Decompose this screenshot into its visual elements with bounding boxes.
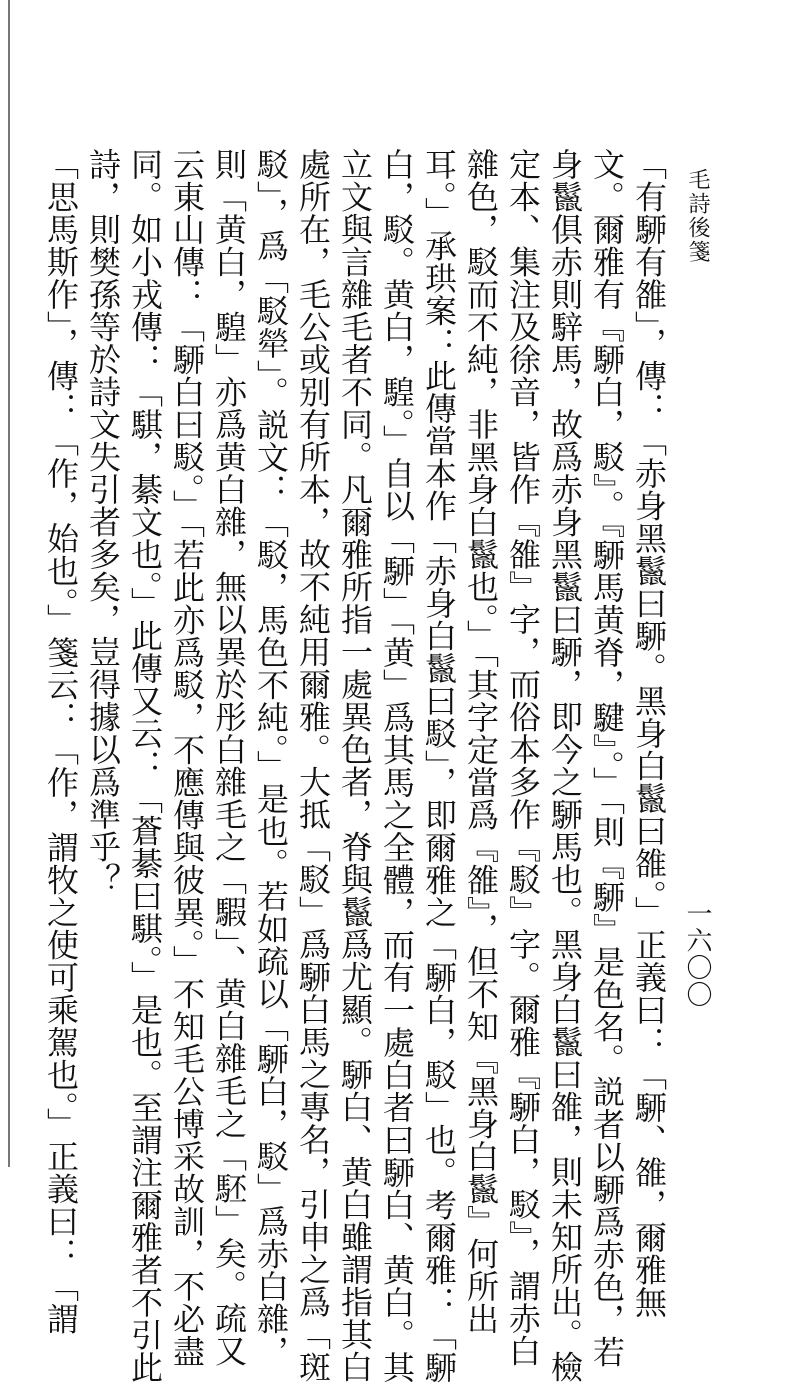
text-column: 「思馬斯作」，傳：「作，始也。」箋云：「作，謂牧之使可乘駕也。」正義曰：「謂 xyxy=(42,148,80,1335)
body-text xyxy=(40,148,670,1384)
text-column: 耳。」承珙案：此傳當本作「赤身白鬣曰駁」，即爾雅之「駵白，駁」也。考爾雅：「駵 xyxy=(420,148,458,1384)
page-number: 一六〇〇 xyxy=(682,900,712,1008)
text-column: 則「黄白，騜」亦爲黄白雜，無以異於彤白雜毛之「騢」、黄白雜毛之「駓」矣。疏又 xyxy=(210,148,248,1367)
page-edge-line xyxy=(8,0,10,1167)
text-column: 同。如小戎傳：「騏，綦文也。」此傳又云：「蒼綦曰騏。」是也。至謂注爾雅者不引此 xyxy=(126,148,164,1384)
text-column: 立文與言雜毛者不同。凡爾雅所指一處異色者，脊與鬣爲尤顯。駵白、黄白雖謂指其白 xyxy=(336,148,374,1383)
text-column: 身鬣俱赤則騂馬，故爲赤身黑鬣曰駵，即今之駵馬也。黑身白鬣曰雒，則未知所出。檢 xyxy=(546,148,584,1383)
text-column: 駁」，爲「駁犖」。説文：「駁，馬色不純。」是也。若如疏以「駵白，駁」爲赤白雜， xyxy=(252,148,290,1368)
text-column: 詩，則樊孫等於詩文失引者多矣，豈得據以爲準乎？ xyxy=(84,148,122,896)
text-column: 定本、集注及徐音，皆作『雒』字，而俗本多作『駁』字。爾雅『駵白，駁』，謂赤白 xyxy=(504,148,542,1367)
running-head-title: 毛詩後箋 xyxy=(685,168,710,264)
text-column: 文。爾雅有『駵白，駁』。『駵馬黄脊，騝』。」「則『駵』是色名。説者以駵爲赤色，若 xyxy=(588,148,626,1368)
text-column: 「有駵有雒」，傳：「赤身黑鬣曰駵。黑身白鬣曰雒。」正義曰：「駵、雒，爾雅無 xyxy=(630,148,668,1319)
text-column: 雜色，駁而不純，非黑身白鬣也。」「其字定當爲『雒』，但不知『黑身白鬣』何所出 xyxy=(462,148,500,1335)
text-column: 白，駁。黄白，騜。」自以「駵」「黄」爲其馬之全體，而有一處白者曰駵白、黄白。其 xyxy=(378,148,416,1384)
text-column: 處所在，毛公或别有所本，故不純用爾雅。大抵「駁」爲駵白馬之專名，引申之爲「斑 xyxy=(294,148,332,1383)
text-column: 云東山傳：「駵白曰駁。」「若此亦爲駁，不應傳與彼異。」不知毛公博采故訓，不必盡 xyxy=(168,148,206,1368)
